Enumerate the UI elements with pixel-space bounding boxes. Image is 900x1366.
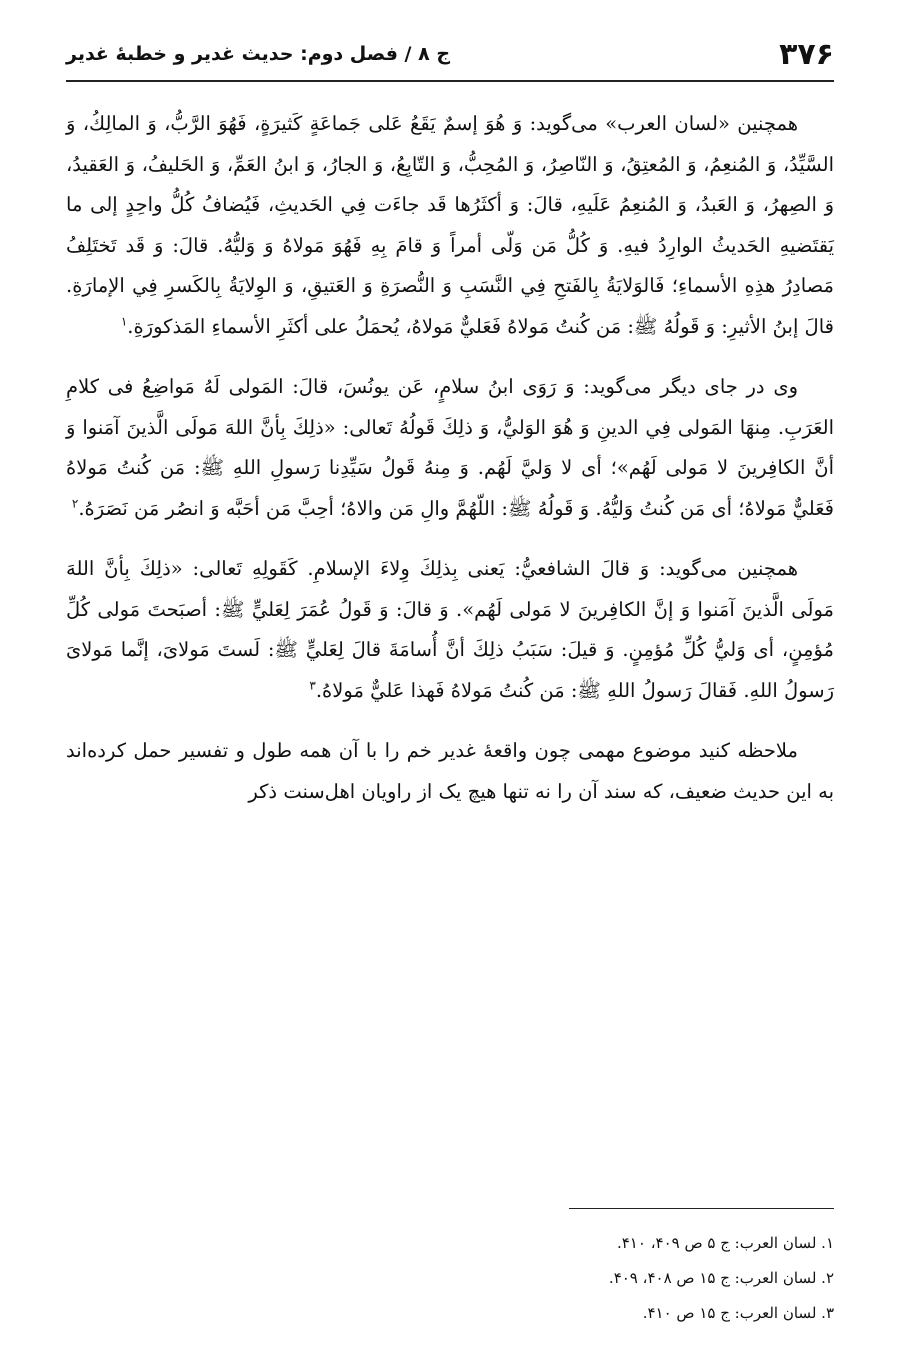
paragraph-1: [66, 104, 834, 347]
page-number: ۳۷۶: [779, 36, 834, 72]
header-rule: [66, 80, 834, 82]
running-head: ج ۸ / فصل دوم: حدیث غدیر و خطبهٔ غدیر: [66, 43, 451, 65]
footnote-1: ۱. لسان العرب: ج ۵ ص ۴۰۹، ۴۱۰.: [616, 1234, 834, 1252]
footnote-marker: ۲: [71, 496, 79, 510]
footnote-3: ۳. لسان العرب: ج ۱۵ ص ۴۱۰.: [642, 1304, 834, 1322]
body-text: [66, 104, 834, 812]
paragraph-2: [66, 367, 834, 529]
footnote-2: ۲. لسان العرب: ج ۱۵ ص ۴۰۸، ۴۰۹.: [608, 1269, 834, 1287]
paragraph-text: همچنین «لسان العرب» می‌گوید: وَ هُوَ إسمٌ يَقَعُ عَلى جَماعَةٍ كَثيرَةٍ، فَهُوَ الرَّبُّ، وَ المالِكُ، وَ السَّيِّدُ، وَ المُنعِمُ، وَ المُعتِقُ، وَ النّاصِرُ، وَ المُحِبُّ، وَ التّابِعُ، وَ الجارُ، وَ ابنُ العَمِّ، وَ الحَليفُ، وَ العَقيدُ، وَ الصِهرُ، وَ العَبدُ، وَ المُنعِمُ عَلَيهِ، قالَ: وَ أكثَرُها قَد جاءَت فِي الحَديثِ، فَيُضافُ كُلُّ واحِدٍ إلى ما يَقتَضيهِ الحَديثُ الوارِدُ فيهِ. وَ كُلُّ مَن وَلّى أمراً وَ قامَ بِهِ فَهُوَ مَولاهُ وَ وَليُّهُ. قالَ: وَ قَد تَختَلِفُ مَصادِرُ هذِهِ الأسماءِ؛ فَالوَلايَةُ بِالفَتحِ فِي النَّسَبِ وَ النُّصرَةِ وَ العَتيقِ، وَ الوِلايَةُ بِالكَسرِ فِي الإمارَةِ. قالَ إبنُ الأثيرِ: وَ قَولُهُ ﷺ: مَن كُنتُ مَولاهُ فَعَليٌّ مَولاهُ، يُحمَلُ على أكثَرِ الأسماءِ المَذكورَةِ.: [66, 112, 834, 338]
paragraph-text: ملاحظه کنید موضوع مهمی چون واقعهٔ غدیر خم را با آن همه طول و تفسیر حمل کرده‌اند به این حدیث ضعیف، که سند آن را نه تنها هیچ یک از راویان اهل‌سنت ذکر: [66, 739, 834, 803]
footnotes: [66, 1226, 834, 1331]
footnote-marker: ۳: [309, 678, 316, 692]
page-header: [66, 34, 834, 74]
paragraph-text: وی در جای دیگر می‌گوید: وَ رَوَى ابنُ سلامٍ، عَن يونُسَ، قالَ: المَولى لَهُ مَواضِعُ فى كلامِ العَرَبِ. مِنهَا المَولى فِي الدينِ وَ هُوَ الوَليُّ، وَ ذلِكَ قَولُهُ تَعالى: «ذلِكَ بِأنَّ اللهَ مَولَى الَّذينَ آمَنوا وَ أنَّ الكافِرينَ لا مَولى لَهُم»؛ أى لا وَليَّ لَهُم. وَ مِنهُ قَولُ سَيِّدِنا رَسولِ اللهِ ﷺ: مَن كُنتُ مَولاهُ فَعَليٌّ مَولاهُ؛ أى مَن كُنتُ وَليُّهُ. وَ قَولُهُ ﷺ: اللّهُمَّ والِ مَن والاهُ؛ أحِبَّ مَن أحَبَّه وَ انصُر مَن نَصَرَهُ.: [66, 375, 834, 520]
paragraph-text: همچنین می‌گوید: وَ قالَ الشافعيُّ: يَعنى بِذلِكَ وِلاءَ الإسلامِ. كَقَولِهِ تَعالى: «ذلِكَ بِأنَّ اللهَ مَولَى الَّذينَ آمَنوا وَ إنَّ الكافِرينَ لا مَولى لَهُم». وَ قالَ: وَ قَولُ عُمَرَ لِعَليٍّ ﷺ: أصبَحتَ مَولى كُلِّ مُؤمِنٍ، أى وَليُّ كُلِّ مُؤمِنٍ. وَ قيلَ: سَبَبُ ذلِكَ أنَّ أُسامَةَ قالَ لِعَليٍّ ﷺ: لَستَ مَولاىَ، إنَّما مَولاىَ رَسولُ اللهِ. فَقالَ رَسولُ اللهِ ﷺ: مَن كُنتُ مَولاهُ فَهذا عَليٌّ مَولاهُ.: [66, 557, 834, 702]
footnote-marker: ۱: [120, 314, 128, 328]
paragraph-3: [66, 549, 834, 711]
paragraph-4: [66, 731, 834, 812]
footnote-rule: [569, 1208, 834, 1209]
